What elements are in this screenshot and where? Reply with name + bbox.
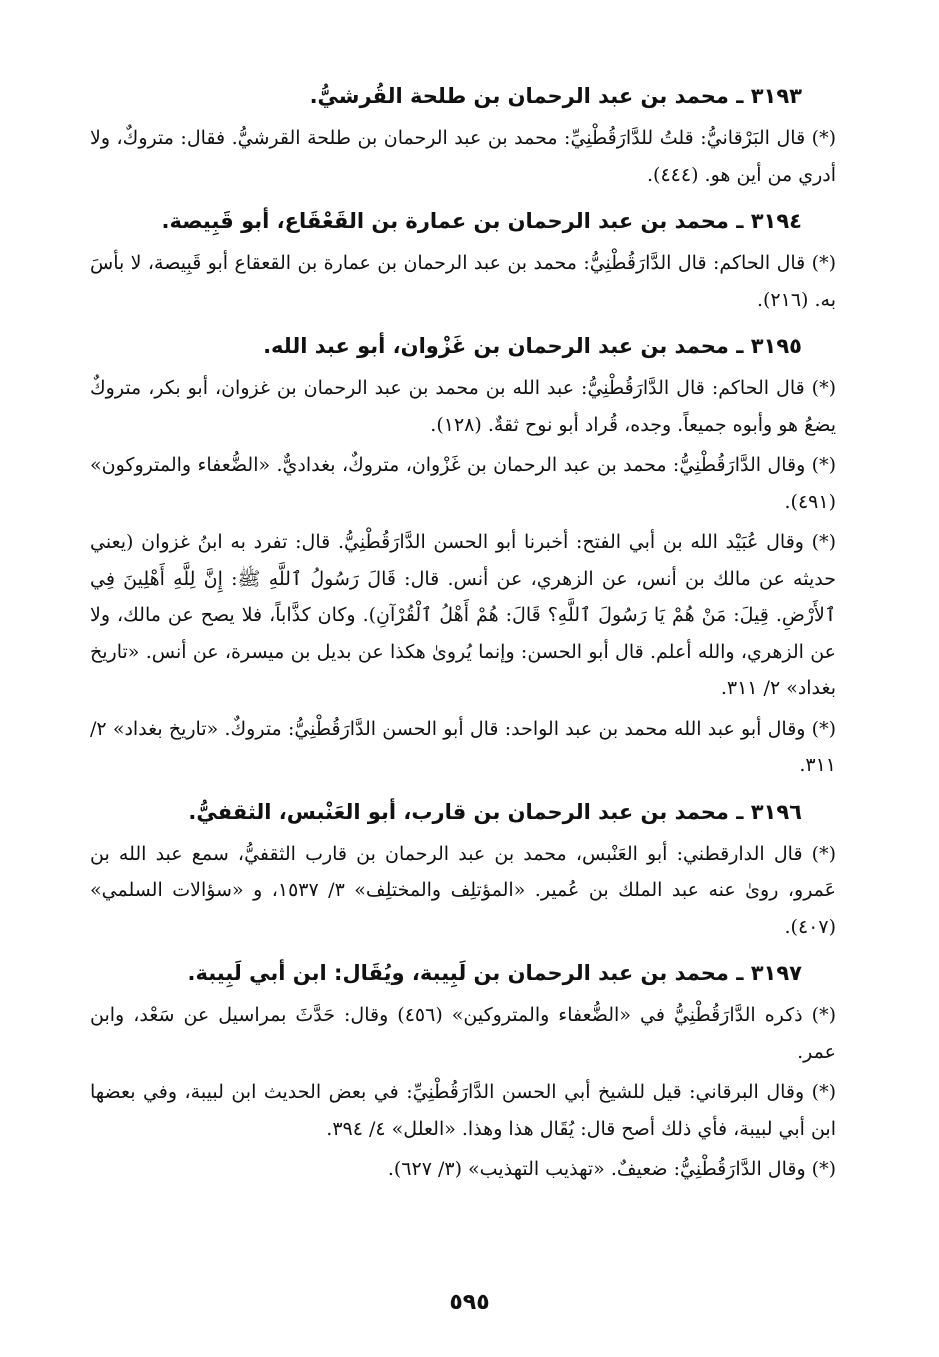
entry-paragraph: (*) وقال البرقاني: قيل للشيخ أبي الحسن الدَّارَقُطْنِيِّ: في بعض الحديث ابن لبيبة، وفي بعضها ابن أبي لبيبة، فأي ذلك أصح قال: يُقَال هذا وهذا. «العلل» ٤/ ٣٩٤.: [90, 1081, 836, 1140]
entry-paragraph: (*) وقال عُبَيْد الله بن أبي الفتح: أخبرنا أبو الحسن الدَّارَقُطْنِيُّ. قال: تفرد به ابنُ غزوان (يعني حديثه عن مالك بن أنس، عن الزهري، عن أنس. قال: قَالَ رَسُولُ ٱللَّهِ ﷺ: إِنَّ لِلَّهِ أَهْلِينَ فِي ٱلأَرْضِ. قِيلَ: مَنْ هُمْ يَا رَسُولَ ٱللَّهِ؟ قَالَ: هُمْ أَهْلُ ٱلْقُرْآنِ). وكان كذَّاباً، فلا يصح عن مالك، ولا عن الزهري، والله أعلم. قال أبو الحسن: وإنما يُروىٰ هكذا عن بديل بن ميسرة، عن أنس. «تاريخ بغداد» ٢/ ٣١١.: [90, 531, 836, 699]
entry-paragraph: (*) وقال أبو عبد الله محمد بن عبد الواحد: قال أبو الحسن الدَّارَقُطْنِيُّ: متروكٌ. «تاريخ بغداد» ٢/ ٣١١.: [90, 717, 836, 776]
entry-paragraph: (*) وقال الدَّارَقُطْنِيُّ: ضعيفٌ. «تهذيب التهذيب» (٣/ ٦٢٧).: [387, 1158, 836, 1180]
entry-paragraph: (*) وقال الدَّارَقُطْنِيُّ: محمد بن عبد الرحمان بن غَزْوان، متروكٌ، بغداديٌّ. «الضُّعفاء والمتروكون» (٤٩١).: [90, 454, 836, 513]
entry-heading: ٣١٩٧ ـ محمد بن عبد الرحمان بن لَبِيبة، ويُقَال: ابن أبي لَبِيبة.: [187, 961, 802, 985]
entry-3196: [90, 794, 850, 946]
entry-heading: ٣١٩٤ ـ محمد بن عبد الرحمان بن عمارة بن القَعْقَاع، أبو قَبِيصة.: [161, 209, 802, 233]
entry-heading: ٣١٩٥ ـ محمد بن عبد الرحمان بن غَزْوان، أبو عبد الله.: [263, 334, 802, 358]
entry-3193: [90, 78, 850, 193]
entry-paragraph: (*) ذكره الدَّارَقُطْنِيُّ في «الضُّعفاء والمتروكين» (٤٥٦) وقال: حَدَّثَ بمراسيل عن سَعْد، وابن عمر.: [90, 1004, 836, 1063]
entry-paragraph: (*) قال البَرْقانيُّ: قلتُ للدَّارَقُطْنِيِّ: محمد بن عبد الرحمان بن طلحة القرشيُّ. فقال: متروكٌ، ولا أدري من أين هو. (٤٤٤).: [90, 127, 836, 186]
entry-paragraph: (*) قال الدارقطني: أبو العَنْبس، محمد بن عبد الرحمان بن قارب الثقفيُّ، سمع عبد الله بن عَمرو، روىٰ عنه عبد الملك بن عُمير. «المؤتلِف والمختلِف» ٣/ ١٥٣٧، و «سؤالات السلمي» (٤٠٧).: [90, 842, 836, 938]
entry-heading: ٣١٩٦ ـ محمد بن عبد الرحمان بن قارب، أبو العَنْبس، الثقفيُّ.: [188, 799, 802, 824]
entry-3197: [90, 955, 850, 1188]
page-number: ٥٩٥: [449, 1290, 490, 1315]
entry-3194: [90, 203, 850, 318]
entry-paragraph: (*) قال الحاكم: قال الدَّارَقُطْنِيُّ: محمد بن عبد الرحمان بن عمارة بن القعقاع أبو قَبِيصة، لا بأسَ به. (٢١٦).: [90, 252, 836, 311]
page-body: [90, 78, 850, 1198]
entry-3195: [90, 328, 850, 784]
entry-heading: ٣١٩٣ ـ محمد بن عبد الرحمان بن طلحة القُرشيُّ.: [309, 84, 802, 108]
entry-paragraph: (*) قال الحاكم: قال الدَّارَقُطْنِيُّ: عبد الله بن محمد بن عبد الرحمان بن غزوان، أبو بكر، متروكٌ يضعُ هو وأبوه جميعاً. وجده، قُراد أبو نوح ثقةٌ. (١٢٨).: [90, 377, 836, 436]
